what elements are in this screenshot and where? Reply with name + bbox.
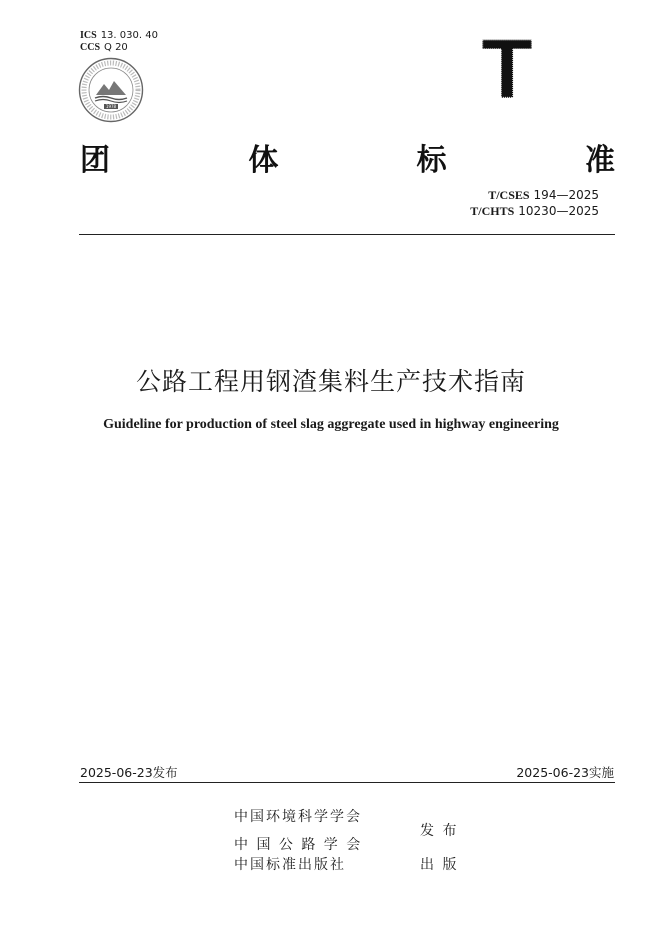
ccs-code: Q 20 xyxy=(104,42,128,53)
issue-date: 2025-06-23发布 xyxy=(80,765,178,780)
society-seal-icon xyxy=(78,57,144,123)
publisher-name: 中国标准出版社 xyxy=(234,857,346,873)
standard-type-char: 团 xyxy=(80,143,110,178)
standard-numbers xyxy=(470,187,599,219)
standard-type-char: 体 xyxy=(248,143,279,178)
document-title-cn: 公路工程用钢渣集料生产技术指南 xyxy=(135,367,526,396)
standard-type-char: 准 xyxy=(584,143,615,178)
standard-number-line: T/CSES 194—2025 xyxy=(488,188,599,202)
standard-type-heading xyxy=(80,135,615,178)
publish-action: 出 版 xyxy=(420,857,459,873)
ics-code: 13. 030. 40 xyxy=(100,30,158,41)
category-letter: T xyxy=(481,32,533,102)
document-title-en: Guideline for production of steel slag aggregate used in highway engineering xyxy=(103,417,559,432)
implement-date: 2025-06-23实施 xyxy=(516,765,614,780)
header-divider xyxy=(79,234,615,235)
issuer-name: 中国环境科学学会 xyxy=(234,809,362,825)
issue-action: 发 布 xyxy=(420,823,459,839)
category-letter-mark xyxy=(480,32,534,102)
issuer-name: 中 国 公 路 学 会 xyxy=(234,837,363,853)
ccs-line: CCS Q 20 xyxy=(80,42,128,53)
seal-year: 1978 xyxy=(105,104,117,109)
standard-type-char: 标 xyxy=(416,143,447,178)
ics-line: ICS 13. 030. 40 xyxy=(80,30,158,41)
classification-codes xyxy=(80,30,158,54)
standard-number-line: T/CHTS 10230—2025 xyxy=(470,204,599,218)
footer-divider xyxy=(79,782,615,783)
